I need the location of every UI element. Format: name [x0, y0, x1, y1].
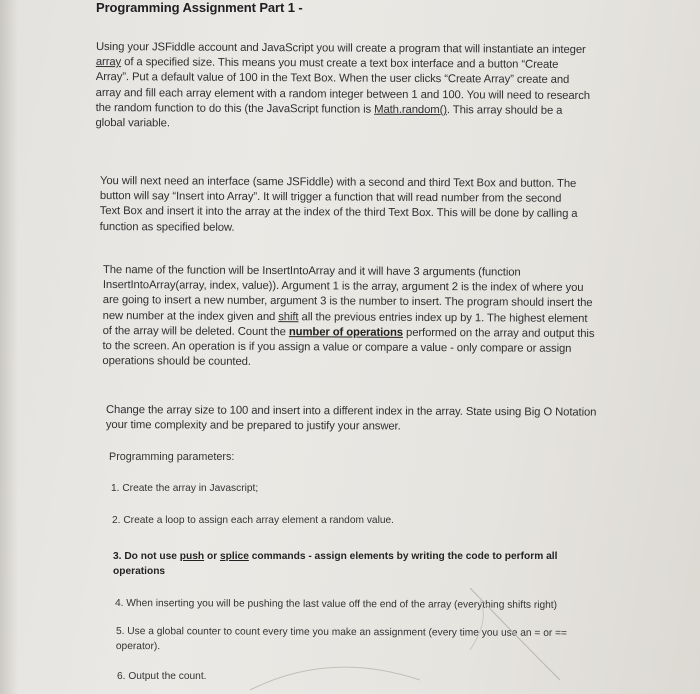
para3-line1: The name of the function will be InsertIntoArray and it will have 3 arguments (function	[102, 263, 521, 279]
param-item-3-line2: operations	[113, 565, 166, 577]
para1-line6: global variable.	[95, 117, 170, 130]
pen-stroke-2	[250, 667, 420, 690]
para1-line4: array and fill each array element with a random integer between 1 and 100. You will need to research	[95, 86, 590, 102]
page-shadow	[0, 0, 18, 694]
param-item-5	[116, 625, 567, 656]
para3-line3: are going to insert a new number, argument 3 is the number to insert. The program should insert the	[102, 294, 593, 310]
para3-line6: to the screen. An operation is if you assign a value or compare a value - only compare or assign	[102, 340, 572, 355]
para3-line4: new number at the index given and shift all the previous entries index up by 1. The highest element	[102, 309, 588, 325]
params-heading: Programming parameters:	[109, 451, 235, 463]
paragraph-intro	[95, 40, 590, 134]
param-item-3	[113, 550, 557, 579]
para1-line2: array of a specified size. This means you must create a text box interface and a button “Create	[95, 56, 559, 72]
para4-line2: your time complexity and be prepared to justify your answer.	[105, 419, 401, 433]
paragraph-function	[102, 263, 594, 372]
para3-line7: operations should be counted.	[102, 355, 251, 369]
para2-line4: function as specified below.	[99, 220, 235, 234]
para2-line3: Text Box and insert it into the array at the index of the third Text Box. This will be done by calling a	[99, 205, 578, 221]
param-item-4: 4. When inserting you will be pushing the last value off the end of the array (everything shifts right)	[114, 598, 558, 611]
para3-line5: of the array will be deleted. Count the number of operations performed on the array and output this	[102, 324, 595, 340]
param-item-6: 6. Output the count.	[117, 671, 207, 682]
paragraph-complexity	[106, 403, 597, 436]
param-item-5-line2: operator).	[115, 640, 161, 652]
param-item-2: 2. Create a loop to assign each array element a random value.	[112, 515, 395, 526]
para1-line3: Array”. Put a default value of 100 in the Text Box. When the user clicks “Create Array” create and	[95, 71, 570, 87]
para3-line2: InsertIntoArray(array, index, value)). Argument 1 is the array, argument 2 is the index of where you	[102, 279, 584, 295]
param-item-1: 1. Create the array in Javascript;	[111, 483, 259, 494]
page-title: Programming Assignment Part 1 -	[96, 0, 303, 15]
para1-line1: Using your JSFiddle account and JavaScript you will create a program that will instantiate an integer	[95, 40, 586, 56]
param-item-5-line1: 5. Use a global counter to count every time you make an assignment (every time you use an = or ==	[115, 626, 568, 639]
paragraph-interface	[100, 174, 578, 238]
para2-line2: button will say “Insert into Array”. It will trigger a function that will read number from the second	[99, 190, 562, 206]
para2-line1: You will next need an interface (same JSFiddle) with a second and third Text Box and button. The	[99, 174, 577, 190]
para1-line5: the random function to do this (the JavaScript function is Math.random(). This array should be a	[95, 101, 563, 117]
param-item-3-line1: 3. Do not use push or splice commands - assign elements by writing the code to perform all	[113, 551, 558, 562]
para4-line1: Change the array size to 100 and insert into a different index in the array. State using Big O Notation	[105, 404, 597, 419]
